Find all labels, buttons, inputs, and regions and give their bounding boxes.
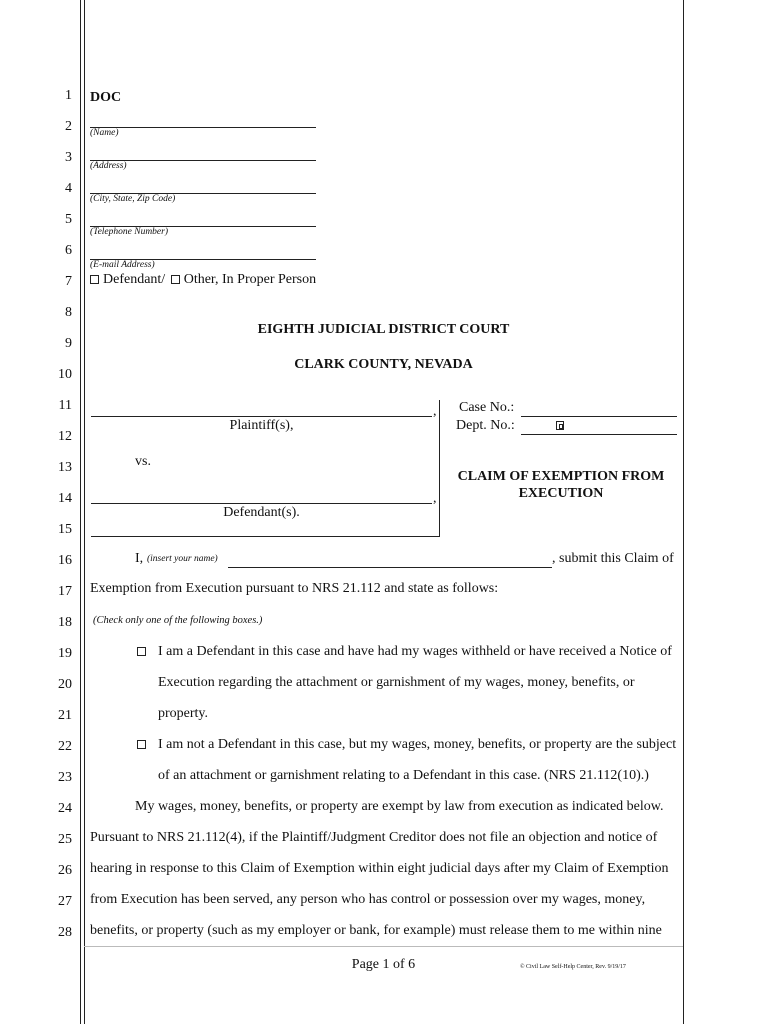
line-number: 18 — [58, 615, 72, 630]
line-number: 17 — [58, 584, 72, 599]
line-number: 1 — [65, 88, 72, 103]
other-option-label: Other, In Proper Person — [183, 272, 317, 287]
intro-i: I, — [135, 551, 144, 566]
line-number: 2 — [65, 119, 72, 134]
body-line-27: from Execution has been served, any person who has control or possession over my wages, money, — [90, 892, 646, 907]
left-margin-rule-inner — [84, 0, 85, 1024]
plaintiff-comma: , — [433, 404, 437, 419]
insert-name-hint: (insert your name) — [147, 554, 218, 564]
option-2-line1: I am not a Defendant in this case, but my wages, money, benefits, or property are the subject — [158, 737, 677, 752]
right-margin-rule — [683, 0, 684, 1024]
caption-bottom-rule — [91, 536, 440, 537]
line-number: 8 — [65, 305, 72, 320]
line-number: 26 — [58, 863, 72, 878]
vs-label: vs. — [135, 454, 151, 469]
defendant-option-label: Defendant/ — [103, 272, 166, 287]
court-county: CLARK COUNTY, NEVADA — [294, 357, 473, 372]
document-title-line1: CLAIM OF EXEMPTION FROM — [457, 469, 665, 484]
line-number: 3 — [65, 150, 72, 165]
submit-text: , submit this Claim of — [552, 551, 674, 566]
line-number: 24 — [58, 801, 72, 816]
line-number: 28 — [58, 925, 72, 940]
line-number: 27 — [58, 894, 72, 909]
line-number: 10 — [58, 367, 72, 382]
body-line-25: Pursuant to NRS 21.112(4), if the Plaintiff/Judgment Creditor does not file an objection and notice of — [90, 830, 658, 845]
doc-label: DOC — [90, 90, 122, 105]
option-1-line2: Execution regarding the attachment or garnishment of my wages, money, benefits, or — [158, 675, 635, 690]
court-name: EIGHTH JUDICIAL DISTRICT COURT — [257, 322, 510, 337]
defendant-field[interactable] — [91, 503, 432, 504]
line-number: 15 — [58, 522, 72, 537]
line-number: 21 — [58, 708, 72, 723]
dept-no-dropdown-icon[interactable] — [556, 421, 564, 430]
line-number: 22 — [58, 739, 72, 754]
document-title-line2: EXECUTION — [518, 486, 604, 501]
line-number: 5 — [65, 212, 72, 227]
telephone-label: (Telephone Number) — [90, 227, 169, 237]
line-number: 20 — [58, 677, 72, 692]
body-line-17: Exemption from Execution pursuant to NRS 21.112 and state as follows: — [90, 581, 499, 596]
option-2-checkbox[interactable] — [137, 740, 146, 749]
line-number: 4 — [65, 181, 72, 196]
option-1-line1: I am a Defendant in this case and have had my wages withheld or have received a Notice of — [158, 644, 672, 659]
page-number: Page 1 of 6 — [351, 957, 416, 972]
defendant-comma: , — [433, 491, 437, 506]
plaintiff-label: Plaintiff(s), — [229, 418, 294, 433]
line-number: 25 — [58, 832, 72, 847]
footer-rule — [84, 946, 683, 947]
line-number: 13 — [58, 460, 72, 475]
option-1-checkbox[interactable] — [137, 647, 146, 656]
defendant-checkbox[interactable] — [90, 275, 99, 284]
dept-no-label: Dept. No.: — [456, 418, 515, 433]
option-2-line2: of an attachment or garnishment relating to a Defendant in this case. (NRS 21.112(10).) — [158, 768, 649, 783]
check-note: (Check only one of the following boxes.) — [93, 615, 263, 626]
line-number: 23 — [58, 770, 72, 785]
defendant-label: Defendant(s). — [223, 505, 300, 520]
address-label: (Address) — [90, 161, 127, 171]
case-no-label: Case No.: — [459, 400, 515, 415]
body-line-24: My wages, money, benefits, or property are exempt by law from execution as indicated below. — [135, 799, 664, 814]
claimant-name-field[interactable] — [228, 567, 552, 568]
plaintiff-field[interactable] — [91, 416, 432, 417]
footer-copyright: © Civil Law Self-Help Center, Rev. 9/19/17 — [520, 964, 626, 970]
email-label: (E-mail Address) — [90, 260, 155, 270]
body-line-26: hearing in response to this Claim of Exemption within eight judicial days after my Claim of Exemption — [90, 861, 669, 876]
left-margin-rule-outer — [80, 0, 81, 1024]
party-type-row — [90, 272, 316, 288]
option-1-row — [137, 644, 672, 660]
body-line-28: benefits, or property (such as my employer or bank, for example) must release them to me within nine — [90, 923, 662, 938]
caption-divider — [439, 400, 440, 537]
other-checkbox[interactable] — [171, 275, 180, 284]
option-2-row — [137, 737, 676, 753]
line-number: 11 — [58, 398, 72, 413]
option-1-line3: property. — [158, 706, 209, 721]
case-no-field[interactable] — [521, 416, 677, 417]
line-number: 9 — [65, 336, 72, 351]
line-number: 7 — [65, 274, 72, 289]
dept-no-field[interactable] — [521, 434, 677, 435]
line-number: 12 — [58, 429, 72, 444]
line-number: 16 — [58, 553, 72, 568]
name-label: (Name) — [90, 128, 119, 138]
line-number: 19 — [58, 646, 72, 661]
line-number: 14 — [58, 491, 72, 506]
name-field[interactable] — [90, 127, 316, 128]
city-state-zip-label: (City, State, Zip Code) — [90, 194, 176, 204]
line-number: 6 — [65, 243, 72, 258]
